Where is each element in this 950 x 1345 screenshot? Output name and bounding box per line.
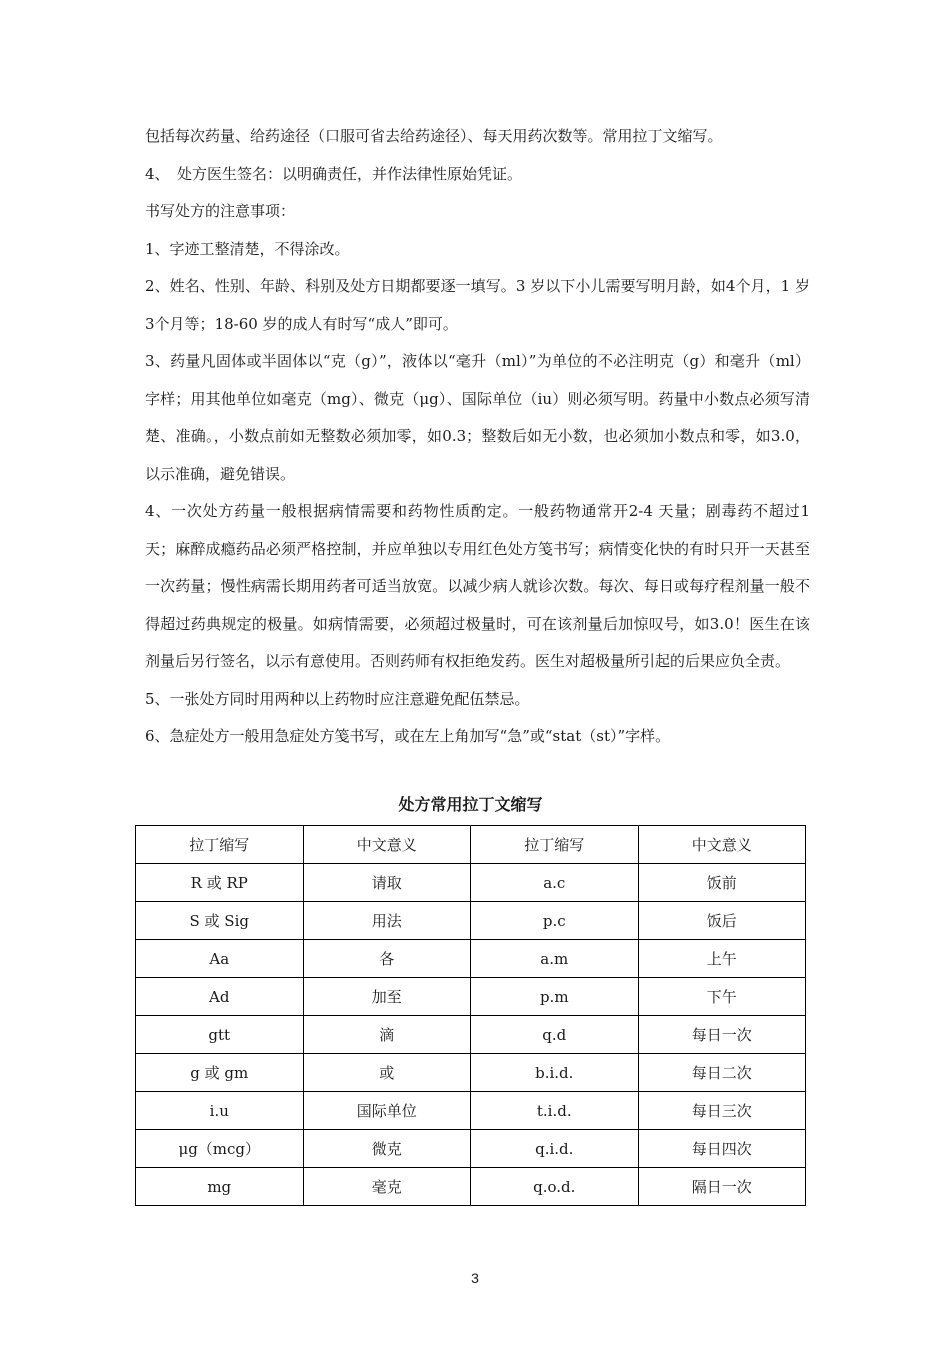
table-row	[136, 978, 806, 1016]
table-cell: gtt	[136, 1016, 304, 1054]
table-row	[136, 1016, 806, 1054]
paragraph: 5、一张处方同时用两种以上药物时应注意避免配伍禁忌。	[145, 689, 530, 708]
table-row	[136, 864, 806, 902]
table-row	[136, 1168, 806, 1206]
table-cell: 滴	[303, 1016, 471, 1054]
paragraph: 6、急症处方一般用急症处方笺书写，或在左上角加写“急”或“stat（st）”字样。	[145, 727, 671, 745]
table-cell: a.c	[471, 864, 639, 902]
table-cell: 每日四次	[638, 1130, 806, 1168]
table-cell: μg（mcg）	[136, 1130, 304, 1168]
table-cell: 各	[303, 940, 471, 978]
table-row	[136, 1092, 806, 1130]
paragraph: 1、字迹工整清楚，不得涂改。	[145, 239, 350, 258]
table-cell: 加至	[303, 978, 471, 1016]
table-cell: q.d	[471, 1016, 639, 1054]
table-cell: 或	[303, 1054, 471, 1092]
paragraph: 4、一次处方药量一般根据病情需要和药物性质酌定。一般药物通常开2-4 天量；剧毒药不超过1 天；麻醉成瘾药品必须严格控制，并应单独以专用红色处方笺书写；病情变化快的有时只开一天甚至一次药量；慢性病需长期用药者可适当放宽。以减少病人就诊次数。每次、每日或每疗程剂量一般不得超过药典规定的极量。如病情需要，必须超过极量时，可在该剂量后加惊叹号，如3.0！医生在该剂量后另行签名，以示有意使用。否则药师有权拒绝发药。医生对超极量所引起的后果应负全责。	[145, 502, 810, 670]
table-cell: S 或 Sig	[136, 902, 304, 940]
table-cell: 用法	[303, 902, 471, 940]
abbreviation-table	[135, 825, 806, 1206]
table-cell: Aa	[136, 940, 304, 978]
table-cell: 上午	[638, 940, 806, 978]
table-cell: 每日一次	[638, 1016, 806, 1054]
table-cell: i.u	[136, 1092, 304, 1130]
table-cell: 每日二次	[638, 1054, 806, 1092]
document-body	[145, 118, 810, 756]
table-cell: 微克	[303, 1130, 471, 1168]
table-cell: mg	[136, 1168, 304, 1206]
table-row	[136, 902, 806, 940]
paragraph: 3、药量凡固体或半固体以“克（g）”，液体以“毫升（ml）”为单位的不必注明克（g）和毫升（ml）字样；用其他单位如毫克（mg）、微克（μg）、国际单位（iu）则必须写明。药量中小数点必须写清楚、准确。，小数点前如无整数必须加零，如0.3；整数后如无小数，也必须加小数点和零，如3.0，以示准确，避免错误。	[145, 352, 810, 483]
table-cell: p.c	[471, 902, 639, 940]
table-cell: 每日三次	[638, 1092, 806, 1130]
table-cell: q.o.d.	[471, 1168, 639, 1206]
table-cell: q.i.d.	[471, 1130, 639, 1168]
table-cell: 请取	[303, 864, 471, 902]
section-heading: 书写处方的注意事项：	[145, 202, 296, 220]
table-row	[136, 1130, 806, 1168]
header-cell: 拉丁缩写	[471, 826, 639, 864]
table-cell: a.m	[471, 940, 639, 978]
table-cell: 隔日一次	[638, 1168, 806, 1206]
paragraph: 4、 处方医生签名：以明确责任，并作法律性原始凭证。	[145, 164, 523, 183]
table-cell: p.m	[471, 978, 639, 1016]
table-cell: R 或 RP	[136, 864, 304, 902]
table-cell: g 或 gm	[136, 1054, 304, 1092]
header-cell: 拉丁缩写	[136, 826, 304, 864]
header-cell: 中文意义	[303, 826, 471, 864]
table-cell: 下午	[638, 978, 806, 1016]
header-cell: 中文意义	[638, 826, 806, 864]
table-cell: b.i.d.	[471, 1054, 639, 1092]
table-cell: Ad	[136, 978, 304, 1016]
table-header-row	[136, 826, 806, 864]
table-cell: 毫克	[303, 1168, 471, 1206]
paragraph: 2、姓名、性别、年龄、科别及处方日期都要逐一填写。3 岁以下小儿需要写明月龄，如4个月，1 岁3个月等；18-60 岁的成人有时写“成人”即可。	[145, 277, 810, 333]
page-number: 3	[471, 1270, 479, 1286]
table-cell: 饭后	[638, 902, 806, 940]
table-row	[136, 940, 806, 978]
table-title: 处方常用拉丁文缩写	[398, 795, 543, 814]
table-row	[136, 1054, 806, 1092]
paragraph: 包括每次药量、给药途径（口服可省去给药途径）、每天用药次数等。常用拉丁文缩写。	[145, 127, 723, 145]
table-cell: 饭前	[638, 864, 806, 902]
table-cell: t.i.d.	[471, 1092, 639, 1130]
table-cell: 国际单位	[303, 1092, 471, 1130]
